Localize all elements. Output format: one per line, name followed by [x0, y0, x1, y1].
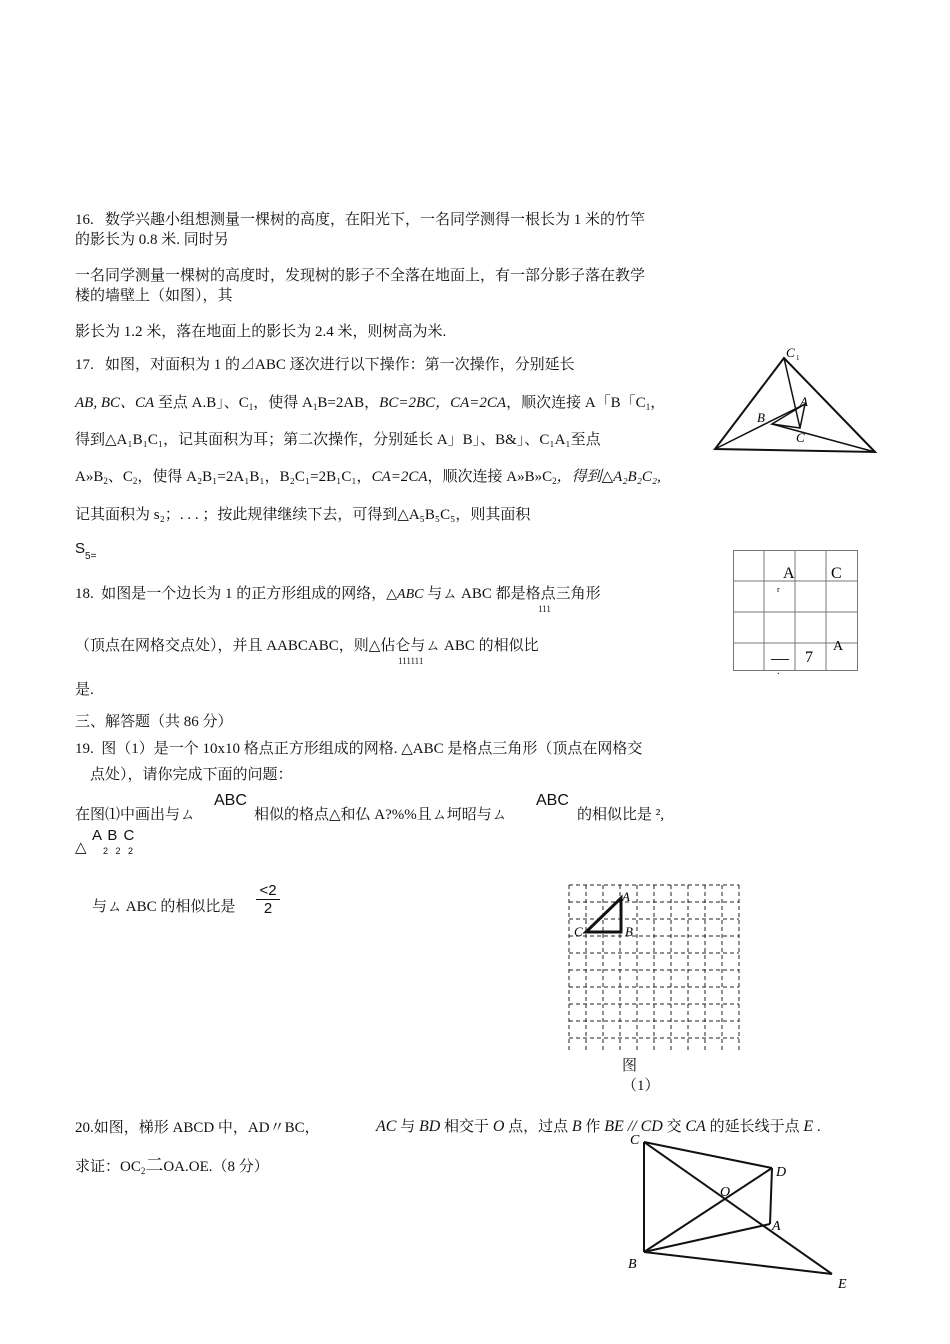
q17-line-4-c: 、C — [107, 469, 133, 485]
q20-line-1-g: 点，过点 — [504, 1119, 572, 1135]
q19-fig-caption-2: （1） — [622, 1078, 660, 1094]
q20-ca: CA — [685, 1118, 706, 1135]
q17-label-c: C — [796, 430, 805, 445]
q19-label-c: C — [574, 924, 583, 939]
q20-e: E — [803, 1118, 814, 1135]
q19-label-a: A — [622, 889, 630, 904]
q19-line-2: 点处），请你完成下面的问题： — [90, 767, 293, 783]
q19-a2b2c2: A B C — [92, 827, 136, 844]
q16-line-1: 16. 数学兴趣小组想测量一棵树的高度，在阳光下，一名同学测得一根长为 1 米的竹竿 — [75, 212, 646, 228]
q18-label-a: A — [783, 565, 795, 582]
q17-line-2-d: ，使得 A — [253, 395, 313, 411]
q17-abbcca: AB, BC、CA — [75, 395, 155, 411]
q17-sub-c2b: 2 — [552, 476, 557, 486]
q17-line-2 — [75, 393, 665, 417]
q17-s5-s: S — [75, 540, 86, 557]
q18-sub-2: 111111 — [398, 656, 424, 666]
q19-abc-2: ABC — [536, 792, 569, 809]
q19-fraction-den: 2 — [263, 900, 273, 917]
q19-fraction-num: <2 — [256, 882, 280, 900]
q18-label-a2: A — [833, 639, 844, 654]
q19-fig-caption-1: 图 — [622, 1058, 638, 1074]
q17-line-2-b: 至点 A.B」、C — [154, 395, 249, 411]
q17-line-c1c — [784, 358, 800, 428]
q17-sub-b2: 2 — [103, 476, 108, 486]
q17-label-c1: C — [786, 345, 795, 360]
q16-line-3: 一名同学测量一棵树的高度时，发现树的影子不全落在地面上，有一部分影子落在教学 — [75, 268, 646, 284]
q20-line-1-e: 相交于 — [440, 1119, 493, 1135]
q17-line-b1b — [772, 424, 875, 452]
q18-line-2: （顶点在网格交点处），并且 AABCABC，则△佔仑与ㄙ ABC 的相似比 — [75, 638, 539, 654]
q20-be-cd: BE // CD — [604, 1118, 663, 1135]
q17-line-2-h: ，顺次连接 A「B「C — [506, 395, 646, 411]
q16-line-2: 的影长为 0.8 米. 同时另 — [75, 232, 229, 248]
q18-line-1-a: 18. 如图是一个边长为 1 的正方形组成的网络， — [75, 586, 387, 602]
q18-grid-figure — [733, 550, 859, 674]
q20-line-1-k: 交 — [662, 1119, 686, 1135]
q20-label-b: B — [628, 1257, 637, 1272]
q18-sub-1: 111 — [538, 604, 551, 614]
q17-line-1: 17. 如图，对面积为 1 的⊿ABC 逐次进行以下操作：第一次操作，分别延长 — [75, 357, 575, 373]
q17-line-2-f: B=2AB， — [317, 395, 380, 411]
q19-line-3 — [75, 805, 195, 825]
q19-label-b: B — [625, 924, 633, 939]
q17-label-a: A — [800, 394, 808, 409]
q20-label-c: C — [630, 1133, 640, 1148]
q19-line-3-c: 的相似比是 ², — [577, 807, 664, 823]
q17-label-c1-sub: 1 — [796, 354, 800, 362]
q19-abc-1: ABC — [214, 792, 247, 809]
q20-line-1-i: 作 — [581, 1119, 605, 1135]
q19-line-4: 与ㄙ ABC 的相似比是 — [92, 899, 236, 915]
q17-line-3: 得到△A₁B₁C₁，记其面积为耳；第二次操作，分别延长 A」B」、B&」、C₁A₁至点 — [75, 432, 601, 448]
q20-bd: BD — [418, 1118, 441, 1135]
q20-trapezoid-figure — [620, 1128, 860, 1296]
q18-line-3: 是. — [75, 682, 94, 698]
q17-s5 — [75, 540, 96, 562]
q20-label-a: A — [772, 1219, 781, 1234]
q18-label-dot: . — [777, 666, 780, 674]
q20-line-2 — [75, 1155, 269, 1181]
q17-sub-c1b: 1 — [645, 402, 651, 412]
q20-label-o: O — [720, 1185, 731, 1200]
q19-triangle-symbol: △ — [75, 840, 87, 856]
q17-line-5: 记其面积为 s₂；. . . ；按此规律继续下去，可得到△A₅B₅C₅，则其面积 — [75, 507, 531, 523]
q20-ac: AC — [376, 1118, 397, 1135]
q18-label-dash: — — [771, 648, 789, 668]
q18-line-1-c: 与ㄙ ABC 都是格点三角形 — [423, 586, 601, 602]
q18-line-1 — [75, 584, 601, 605]
q20-line-2-a: 求证：OC — [75, 1159, 141, 1175]
q18-label-seven: 7 — [805, 649, 813, 666]
q17-ca: CA=2CA — [371, 469, 428, 485]
q20-line-1-a: 20.如图，梯形 ABCD 中，AD〃BC， — [75, 1120, 320, 1136]
q20-line-ba — [644, 1224, 770, 1252]
q16-line-4: 楼的墙壁上（如图），其 — [75, 288, 233, 304]
q20-b: B — [571, 1118, 582, 1135]
q20-line-2-equals: 二 — [145, 1155, 164, 1175]
q19-grid-figure — [566, 882, 744, 1050]
q17-sub-c1: 1 — [248, 402, 254, 412]
q17-line-4-i: ，得到△A₂B₂C₂, — [556, 469, 661, 485]
q17-line-4-g: ，顺次连接 A»B»C — [427, 469, 553, 485]
q19-line-3-a: 在图⑴中画出与ㄙ — [75, 807, 196, 823]
section-3-title: 三、解答题（共 86 分） — [75, 714, 233, 730]
q20-line-da — [770, 1168, 772, 1224]
q17-triangle-figure — [710, 342, 885, 457]
q17-line-4 — [75, 467, 661, 491]
q18-line-1-b: △ABC — [386, 587, 424, 602]
q19-grid-lines — [569, 885, 739, 1050]
q17-bc-ca: BC=2BC，CA=2CA — [379, 395, 507, 411]
q20-line-1-o: . — [813, 1119, 821, 1135]
q17-sub-a1: 1 — [312, 402, 318, 412]
q19-line-3-b: 相似的格点△和仏 A?%%且ㄙ坷昭与ㄙ — [254, 807, 507, 823]
q19-a2b2c2-subs: 2 2 2 — [103, 846, 134, 856]
q17-line-2-j: ， — [650, 395, 666, 411]
q17-sub-c2: 2 — [132, 476, 138, 486]
q17-label-b: B — [757, 410, 765, 425]
q20-line-1-m: 的延长线于点 — [705, 1119, 804, 1135]
q20-label-d: D — [776, 1165, 787, 1180]
q17-s5-sub: 5= — [85, 551, 97, 562]
q16-line-5: 影长为 1.2 米，落在地面上的影长为 2.4 米，则树高为米. — [75, 324, 447, 340]
q17-line-4-a: A»B — [75, 469, 104, 485]
q20-line-1-c: 与 — [396, 1119, 419, 1135]
q19-triangle-abc — [586, 898, 621, 932]
q19-fraction — [256, 882, 280, 917]
q20-line-2-sub: 2 — [140, 1166, 146, 1176]
q17-line-4-e: ，使得 A₂B₁=2A₁B₁，B₂C₁=2B₁C₁， — [137, 469, 372, 485]
q20-line-bd — [644, 1168, 772, 1252]
q19-line-1: 19. 图（1）是一个 10x10 格点正方形组成的网格. △ABC 是格点三角形（顶点在网格交 — [75, 741, 643, 757]
q20-line-2-d: OA.OE.（8 分） — [163, 1159, 269, 1175]
q18-label-c: C — [831, 565, 842, 582]
q20-o: O — [492, 1118, 505, 1135]
q20-label-e: E — [838, 1277, 847, 1292]
q18-label-r: r — [777, 585, 780, 594]
